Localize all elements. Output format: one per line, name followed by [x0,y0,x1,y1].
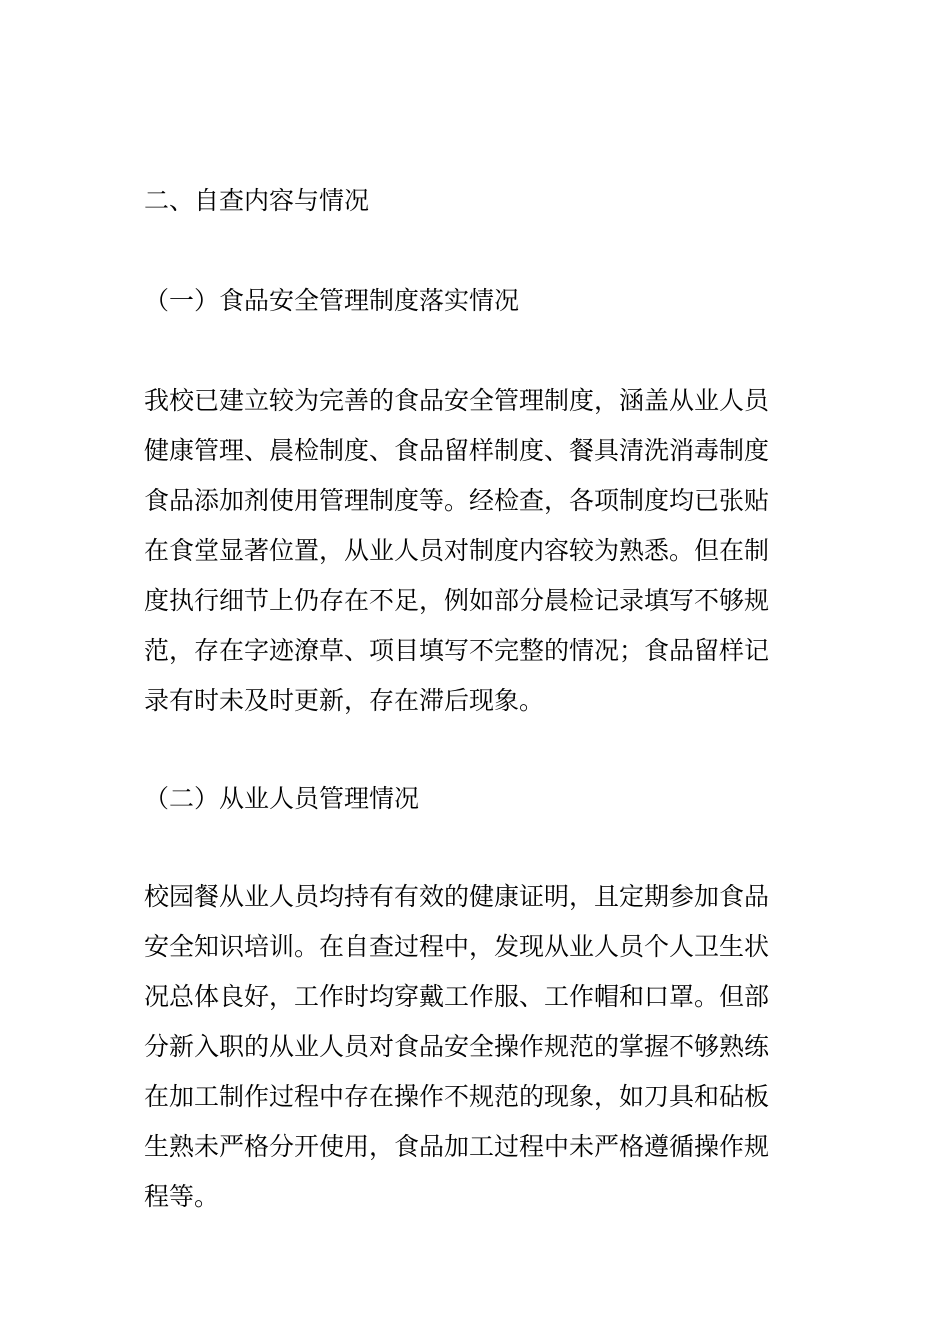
paragraph-line: 分新入职的从业人员对食品安全操作规范的掌握不够熟练 [144,1032,770,1061]
paragraph-line: 我校已建立较为完善的食品安全管理制度，涵盖从业人员 [144,386,770,415]
paragraph-line: 安全知识培训。在自查过程中，发现从业人员个人卫生状 [144,932,770,961]
paragraph-line: 况总体良好，工作时均穿戴工作服、工作帽和口罩。但部 [144,982,770,1011]
paragraph-line: 生熟未严格分开使用，食品加工过程中未严格遵循操作规 [144,1132,770,1161]
subsection-2-title: （二）从业人员管理情况 [144,784,420,813]
paragraph-line: 在食堂显著位置，从业人员对制度内容较为熟悉。但在制 [144,536,770,565]
paragraph-line: 度执行细节上仍存在不足，例如部分晨检记录填写不够规 [144,586,770,615]
paragraph-line: 校园餐从业人员均持有有效的健康证明，且定期参加食品 [144,882,770,911]
paragraph-line: 范，存在字迹潦草、项目填写不完整的情况；食品留样记 [144,636,770,665]
paragraph-line: 录有时未及时更新，存在滞后现象。 [144,686,545,715]
paragraph-line: 健康管理、晨检制度、食品留样制度、餐具清洗消毒制度 [144,436,770,465]
subsection-1-title: （一）食品安全管理制度落实情况 [144,286,520,315]
section-heading: 二、自查内容与情况 [144,186,370,215]
subsection-2-paragraph [144,872,814,1222]
paragraph-line: 程等。 [144,1182,220,1211]
subsection-1-paragraph [144,376,814,726]
paragraph-line: 在加工制作过程中存在操作不规范的现象，如刀具和砧板 [144,1082,770,1111]
paragraph-line: 食品添加剂使用管理制度等。经检查，各项制度均已张贴 [144,486,770,515]
